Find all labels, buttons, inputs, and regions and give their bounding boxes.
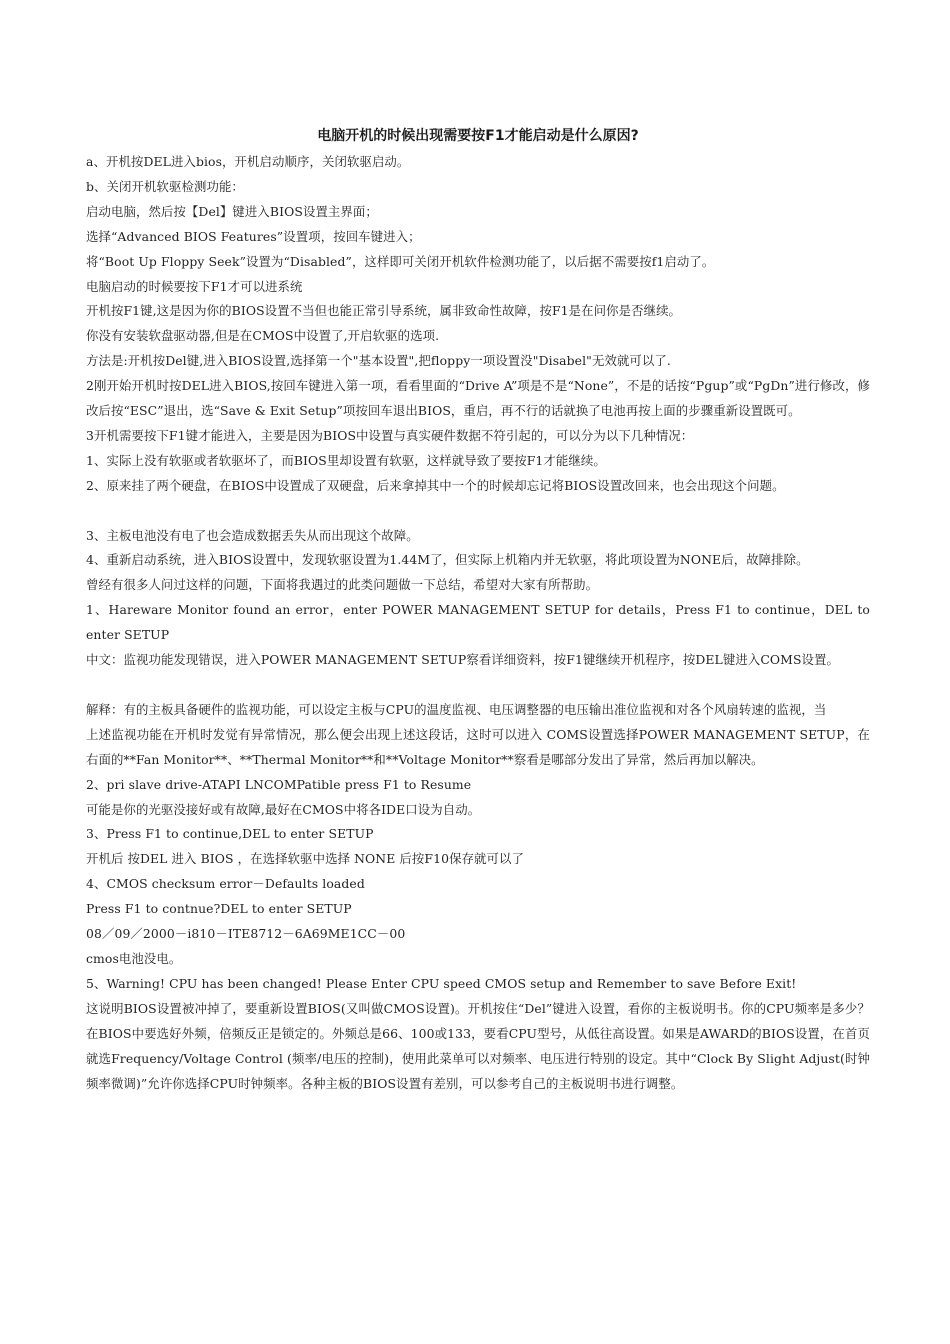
line-3-f1-causes: 3开机需要按下F1键才能进入，主要是因为BIOS中设置与真实硬件数据不符引起的，可以分为以下几种情况： [86,427,694,443]
line-cause-1-floppy: 1、实际上没有软驱或者软驱坏了，而BIOS里却设置有软驱，这样就导致了要按F1才能继续。 [86,452,606,468]
line-boot-up-floppy-seek: 将“Boot Up Floppy Seek”设置为“Disabled”，这样即可关闭开机软件检测功能了，以后据不需要按f1启动了。 [86,253,715,269]
line-f1-reason: 开机按F1键,这是因为你的BIOS设置不当但也能正常引导系统，属非致命性故障，按F1是在问你是否继续。 [86,303,682,319]
line-no-floppy-installed: 你没有安装软盘驱动器,但是在CMOS中设置了,开启软驱的选项. [86,328,440,344]
line-f1-to-enter-system: 电脑启动的时候要按下F1才可以进系统 [86,278,303,294]
line-cause-3-battery: 3、主板电池没有电了也会造成数据丢失从而出现这个故障。 [86,527,419,543]
document-page [86,124,870,1096]
paragraph-drive-a-none: 2刚开始开机时按DEL进入BIOS,按回车键进入第一项，看看里面的“Drive A”项是不是“None”，不是的话按“Pgup”或“PgDn”进行修改，修改后按“ESC”退出，选“Save & Exit Setup”项按回车退出BIOS，重启，再不行的话就换了电池再按上面的步骤重新设置既可。 [86,378,870,419]
line-method-disable-floppy: 方法是:开机按Del键,进入BIOS设置,选择第一个"基本设置",把floppy一项设置没"Disabel"无效就可以了. [86,353,671,369]
paragraph-hardware-monitor-error: 1、Hareware Monitor found an error，enter POWER MANAGEMENT SETUP for details，Press F1 to continue，DEL to enter SETUP [86,602,870,643]
line-a-bios-boot-order: a、开机按DEL进入bios，开机启动顺序，关闭软驱启动。 [86,154,410,169]
line-advanced-bios-features: 选择“Advanced BIOS Features”设置项，按回车键进入； [86,228,421,244]
line-cdrom-ide-auto: 可能是你的光驱没接好或有故障,最好在CMOS中将各IDE口设为自动。 [86,801,481,817]
paragraph-monitor-details: 上述监视功能在开机时发觉有异常情况，那么便会出现上述这段话，这时可以进入 COMS设置选择POWER MANAGEMENT SETUP，在右面的**Fan Monitor**、**Thermal Monitor**和**Voltage Monitor**察看是哪部分发出了异常，然后再加以解决。 [86,726,870,767]
line-bios-date-string: 08／09／2000－i810－ITE8712－6A69ME1CC－00 [86,926,406,942]
document-title: 电脑开机的时候出现需要按F1才能启动是什么原因? [317,128,639,144]
line-summary-intro: 曾经有很多人问过这样的问题，下面将我遇过的此类问题做一下总结，希望对大家有所帮助。 [86,577,599,593]
line-press-del: 启动电脑，然后按【Del】键进入BIOS设置主界面； [86,203,378,219]
line-warning-cpu-changed: 5、Warning! CPU has been changed! Please Enter CPU speed CMOS setup and Remember to save Before Exit! [86,975,797,991]
line-pri-slave-drive: 2、pri slave drive-ATAPI LNCOMPatible press F1 to Resume [86,776,472,792]
line-chinese-translation: 中文：监视功能发现错误，进入POWER MANAGEMENT SETUP察看详细资料，按F1键继续开机程序，按DEL键进入COMS设置。 [86,652,840,668]
line-cmos-checksum-error: 4、CMOS checksum error－Defaults loaded [86,876,365,892]
line-cmos-battery-dead: cmos电池没电。 [86,950,182,966]
blank-line [86,499,870,524]
line-press-f1-continue: 3、Press F1 to continue,DEL to enter SETUP [86,826,374,842]
paragraph-explanation: 解释：有的主板具备硬件的监视功能，可以设定主板与CPU的温度监视、电压调整器的电压输出准位监视和对各个风扇转速的监视，当 [86,701,827,717]
line-cause-2-dual-hdd: 2、原来挂了两个硬盘，在BIOS中设置成了双硬盘，后来拿掉其中一个的时候却忘记将BIOS设置改回来，也会出现这个问题。 [86,477,785,493]
line-press-f1-contnue: Press F1 to contnue?DEL to enter SETUP [86,901,352,917]
line-b-disable-floppy-check: b、关闭开机软驱检测功能： [86,178,244,194]
paragraph-bios-reset-explanation: 这说明BIOS设置被冲掉了，要重新设置BIOS(又叫做CMOS设置)。开机按住“Del”键进入设置，看你的主板说明书。你的CPU频率是多少？在BIOS中要选好外频，倍频反正是锁定的。外频总是66、100或133，要看CPU型号，从低往高设置。如果是AWARD的BIOS设置，在首页就选Frequency/Voltage Control (频率/电压的控制)，使用此菜单可以对频率、电压进行特别的设定。其中“Clock By Slight Adjust(时钟频率微调)”允许你选择CPU时钟频率。各种主板的BIOS设置有差别，可以参考自己的主板说明书进行调整。 [86,1000,870,1091]
line-set-floppy-none: 开机后 按DEL 进入 BIOS ，在选择软驱中选择 NONE 后按F10保存就可以了 [86,851,525,867]
blank-line [86,673,870,698]
paragraph-cause-4-none: 4、重新启动系统，进入BIOS设置中，发现软驱设置为1.44M了，但实际上机箱内并无软驱，将此项设置为NONE后，故障排除。 [86,552,809,568]
